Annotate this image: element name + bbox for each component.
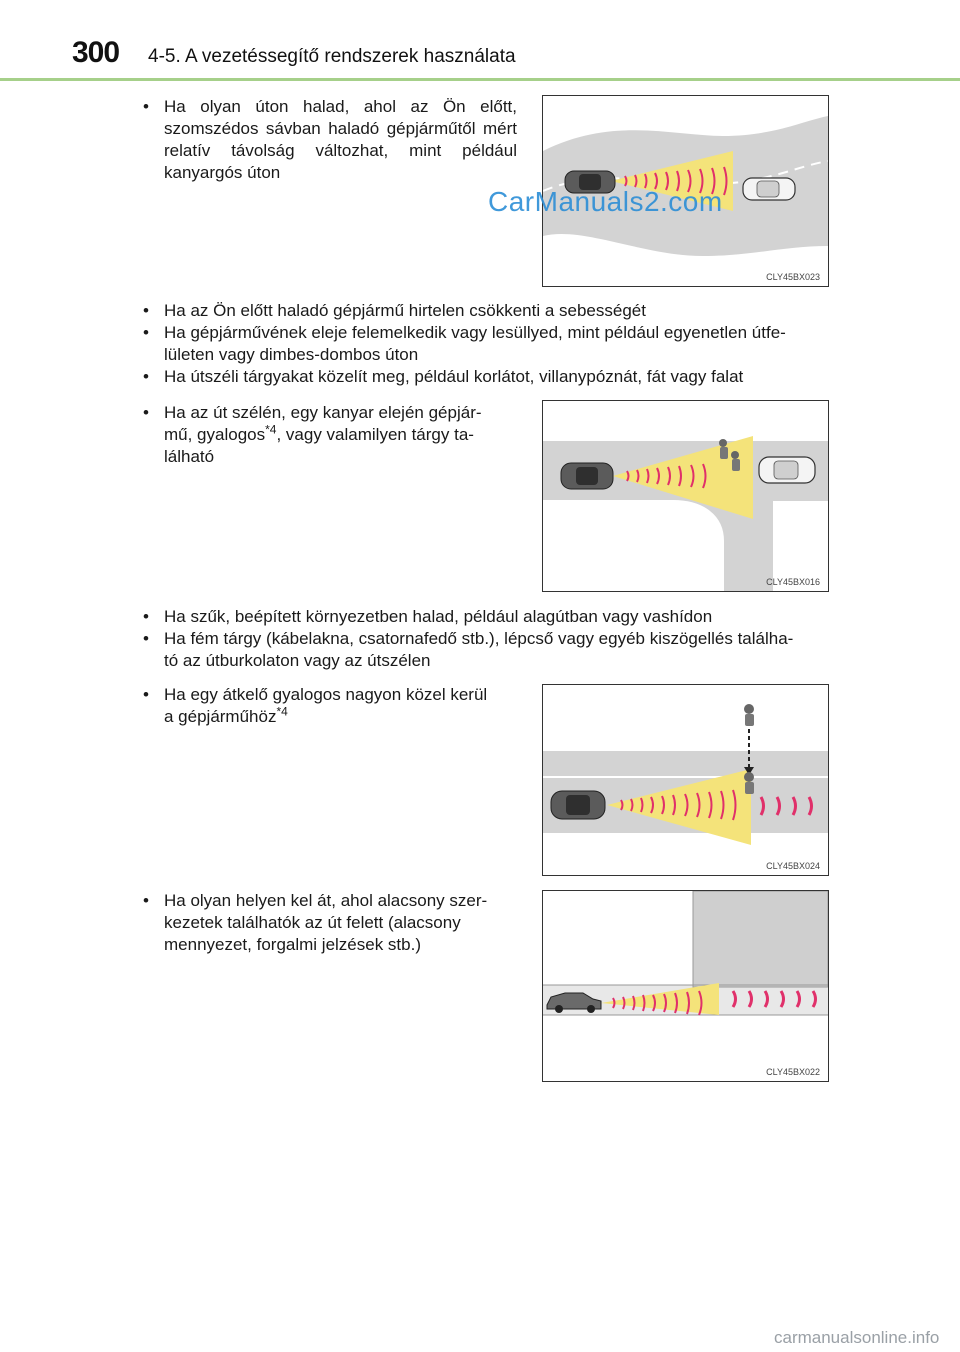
figure-crossing-pedestrian <box>542 684 829 876</box>
bullet-text-part: a gépjárműhöz <box>164 707 277 726</box>
bullet-text: Ha az Ön előtt haladó gépjármű hirtelen csökkenti a sebességét <box>164 301 646 320</box>
bullet-dot: • <box>143 323 149 342</box>
footer-watermark: carmanualsonline.info <box>774 1328 940 1347</box>
bullet-text-line1: Ha fém tárgy (kábelakna, csatornafedő stb.), lépcső vagy egyéb kiszögellés találha- <box>164 629 794 648</box>
bullet-text-line2: tó az útburkolaton vagy az útszélen <box>164 651 431 670</box>
bullet-text-line3: lálható <box>164 447 215 466</box>
bullet-low-structures <box>143 890 517 956</box>
watermark-carmanuals2: CarManuals2.com <box>488 186 723 217</box>
bullet-dot: • <box>143 629 149 648</box>
figure-code: CLY45BX023 <box>766 272 820 282</box>
bullet-text-line3: mennyezet, forgalmi jelzések stb.) <box>164 935 421 954</box>
bullet-text-line2: lületen vagy dimbes-dombos úton <box>164 345 419 364</box>
bullet-uneven-road <box>143 322 843 366</box>
bullet-dot: • <box>143 367 149 386</box>
bullet-text-part: mű, gyalogos <box>164 425 266 444</box>
footnote-ref: *4 <box>265 422 277 437</box>
bullet-dot: • <box>143 403 149 422</box>
bullet-text-line1: Ha az út szélén, egy kanyar elején gépjár- <box>164 403 482 422</box>
section-title: 4-5. A vezetéssegítő rendszerek használata <box>148 46 516 67</box>
bullet-text: Ha olyan úton halad, ahol az Ön előtt, szomszédos sávban haladó gépjárműtől mért relatív távolság változhat, mint például kanyargós úton <box>164 97 517 182</box>
bullet-text-line2 <box>143 424 517 446</box>
figure-code: CLY45BX024 <box>766 861 820 871</box>
bullet-dot: • <box>143 891 149 910</box>
bullet-text: Ha útszéli tárgyakat közelít meg, például korlátot, villanypóznát, fát vagy falat <box>164 367 744 386</box>
bullet-text-line2: kezetek találhatók az út felett (alacsony <box>164 913 461 932</box>
figure-low-structures <box>542 890 829 1082</box>
bullet-sudden-deceleration <box>143 300 843 322</box>
bullet-dot: • <box>143 97 149 116</box>
bullet-narrow-environment <box>143 606 843 628</box>
bullet-dot: • <box>143 607 149 626</box>
bullet-roadside-objects <box>143 366 843 388</box>
bullet-text-line1: Ha gépjárművének eleje felemelkedik vagy lesüllyed, mint például egyenetlen útfe- <box>164 323 786 342</box>
bullet-text-line1: Ha olyan helyen kel át, ahol alacsony szer- <box>164 891 488 910</box>
bullet-dot: • <box>143 685 149 704</box>
page-header <box>0 0 960 80</box>
figure-curve-entrance <box>542 400 829 592</box>
page-number: 300 <box>72 36 120 69</box>
bullet-text: Ha szűk, beépített környezetben halad, például alagútban vagy vashídon <box>164 607 713 626</box>
figure-code: CLY45BX022 <box>766 1067 820 1077</box>
bullet-curve-entrance <box>143 402 517 468</box>
header-rule <box>0 78 960 81</box>
bullet-curved-road <box>143 96 517 184</box>
bullet-text-part: , vagy valamilyen tárgy ta- <box>276 425 474 444</box>
footnote-ref: *4 <box>276 704 288 719</box>
bullet-text-line1: Ha egy átkelő gyalogos nagyon közel kerül <box>164 685 488 704</box>
figure-code: CLY45BX016 <box>766 577 820 587</box>
bullet-metal-objects <box>143 628 843 672</box>
bullet-text-line2 <box>143 706 517 728</box>
bullet-dot: • <box>143 301 149 320</box>
bullet-crossing-pedestrian <box>143 684 517 728</box>
